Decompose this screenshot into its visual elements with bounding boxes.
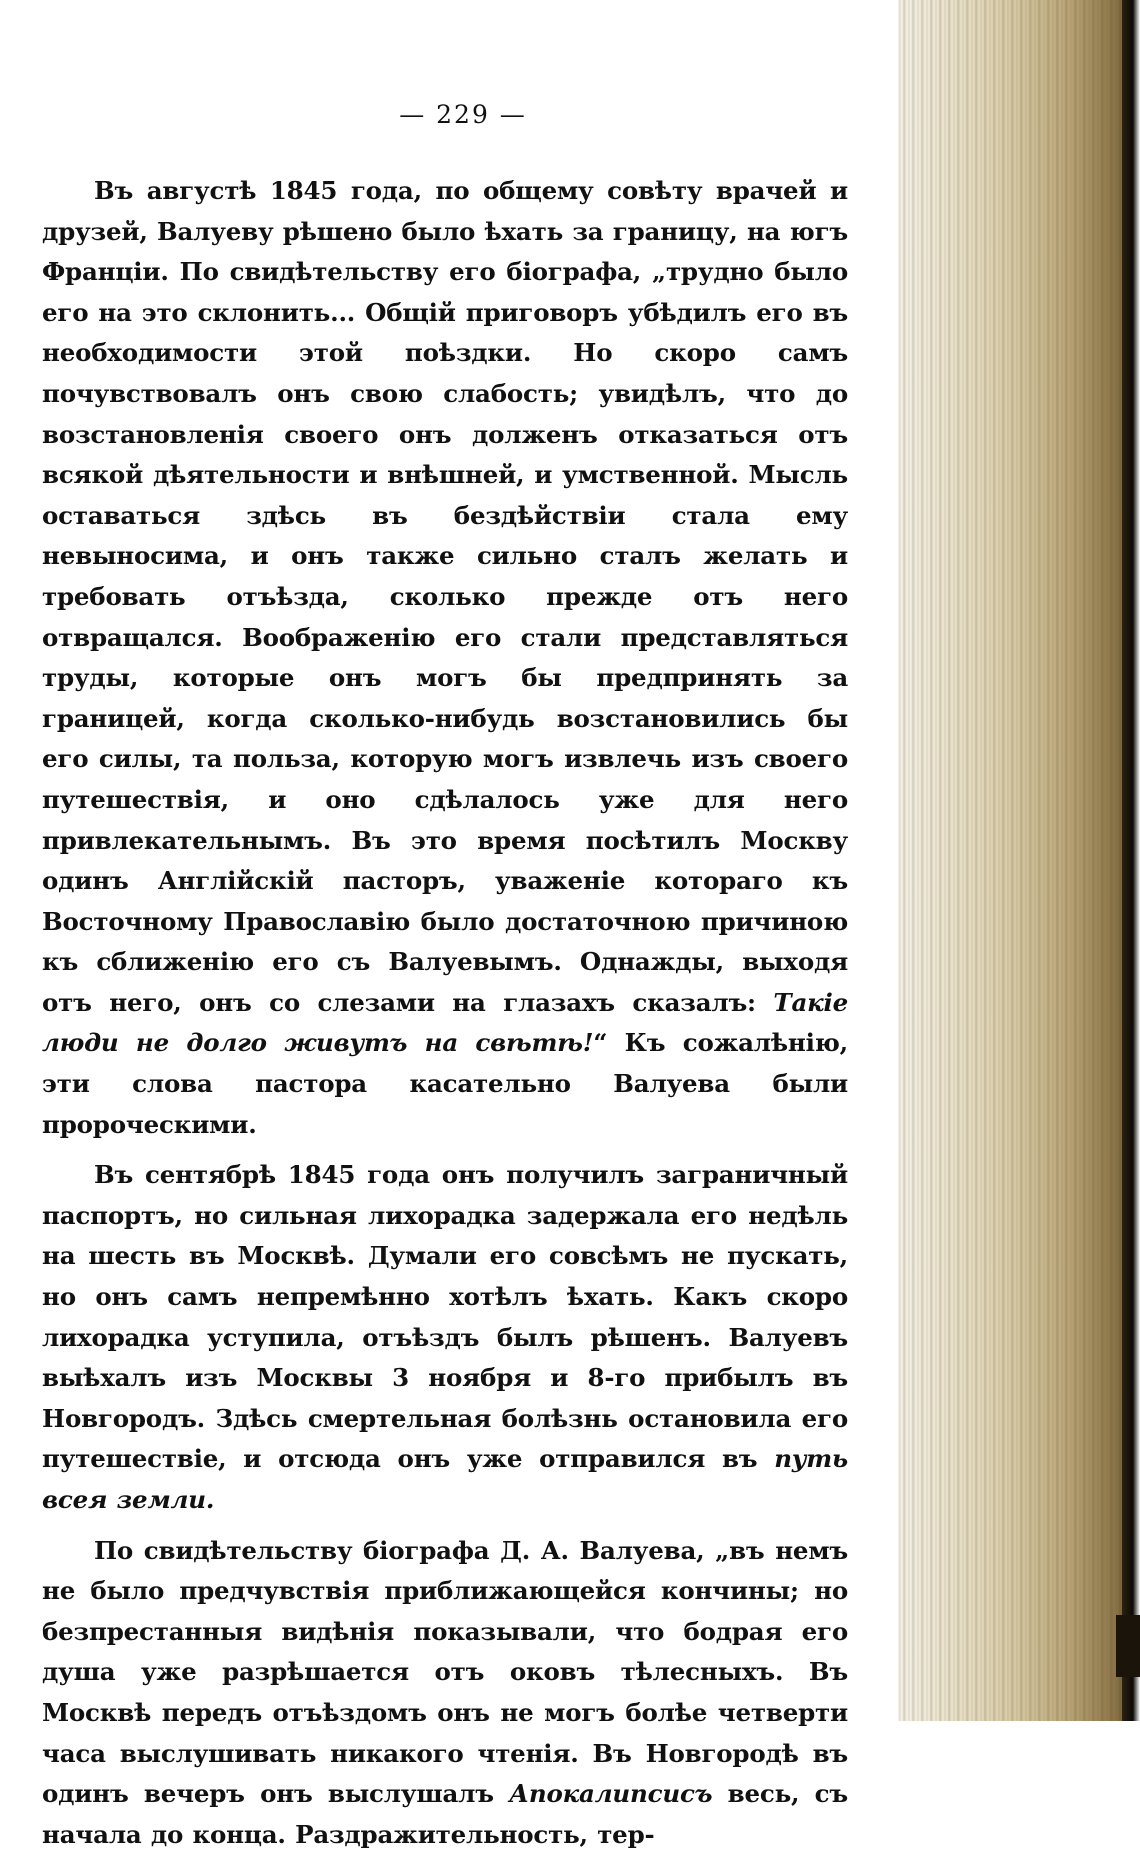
paragraph-1-text: Въ августѣ 1845 года, по общему совѣту врачей и друзей, Валуеву рѣшено было ѣхать за границу, на югъ Франціи. По свидѣтельству его біографа, „трудно было его на это склонить... Общій приговоръ убѣдилъ его въ необходимости этой поѣздки. Но скоро самъ почувствовалъ онъ свою слабость; увидѣлъ, что до возстановленія своего онъ долженъ отказаться отъ всякой дѣятельности и внѣшней, и умственной. Мысль оставаться здѣсь въ бездѣйствіи стала ему невыносима, и онъ также сильно сталъ желать и требовать отъѣзда, сколько прежде отъ него отвращался. Воображенію его стали представляться труды, которые онъ могъ бы предпринять за границей, когда сколько-нибудь возстановились бы его силы, та польза, которую могъ извлечь изъ своего путешествія, и оно сдѣлалось уже для него привлекательнымъ. Въ это время посѣтилъ Москву одинъ Англійскій пасторъ, уваженіе котораго къ Восточному Православію было достаточною причиною къ сближенію его съ Валуевымъ. Однажды, выходя отъ него, онъ со слезами на глазахъ сказалъ: — [42, 176, 849, 1017]
page-number: — 229 — — [399, 100, 527, 129]
paragraph-1 — [42, 171, 848, 1145]
paragraph-3-italic-word: Апокалипсисъ — [509, 1779, 713, 1809]
paragraph-2-italic-phrase: путь всея земли. — [42, 1444, 848, 1514]
paragraph-3 — [42, 1531, 848, 1856]
spine-shadow — [1122, 0, 1140, 1721]
paragraph-1-italic-quote: Такіе люди не долго живутъ на свѣтѣ! — [42, 987, 848, 1058]
book-spine-edge — [898, 0, 1140, 1721]
paragraph-2-text: Въ сентябрѣ 1845 года онъ получилъ заграничный паспортъ, но сильная лихорадка задержала его недѣль на шесть въ Москвѣ. Думали его совсѣмъ не пускать, но онъ самъ непремѣнно хотѣлъ ѣхать. Какъ скоро лихорадка уступила, отъѣздъ былъ рѣшенъ. Валуевъ выѣхалъ изъ Москвы 3 ноября и 8-го прибылъ въ Новгородъ. Здѣсь смертельная болѣзнь остановила его путешествіе, и отсюда онъ уже отправился въ — [42, 1160, 848, 1474]
paragraph-3-text-end: весь, съ начала до конца. Раздражительность, тер- — [42, 1779, 848, 1849]
spine-tab — [1116, 1615, 1140, 1677]
paragraph-3-text: По свидѣтельству біографа Д. А. Валуева, „въ немъ не было предчувствія приближающейся кончины; но безпрестанныя видѣнія показывали, что бодрая его душа уже разрѣшается отъ оковъ тѣлесныхъ. Въ Москвѣ передъ отъѣздомъ онъ не могъ болѣе четверти часа выслушивать никакого чтенія. Въ Новгородѣ въ одинъ вечеръ онъ выслушалъ — [42, 1535, 848, 1809]
paragraph-1-text-end: “ Къ сожалѣнію, эти слова пастора касательно Валуева были пророческими. — [42, 1028, 848, 1139]
paragraph-2 — [42, 1155, 848, 1520]
text-block — [42, 100, 848, 1865]
